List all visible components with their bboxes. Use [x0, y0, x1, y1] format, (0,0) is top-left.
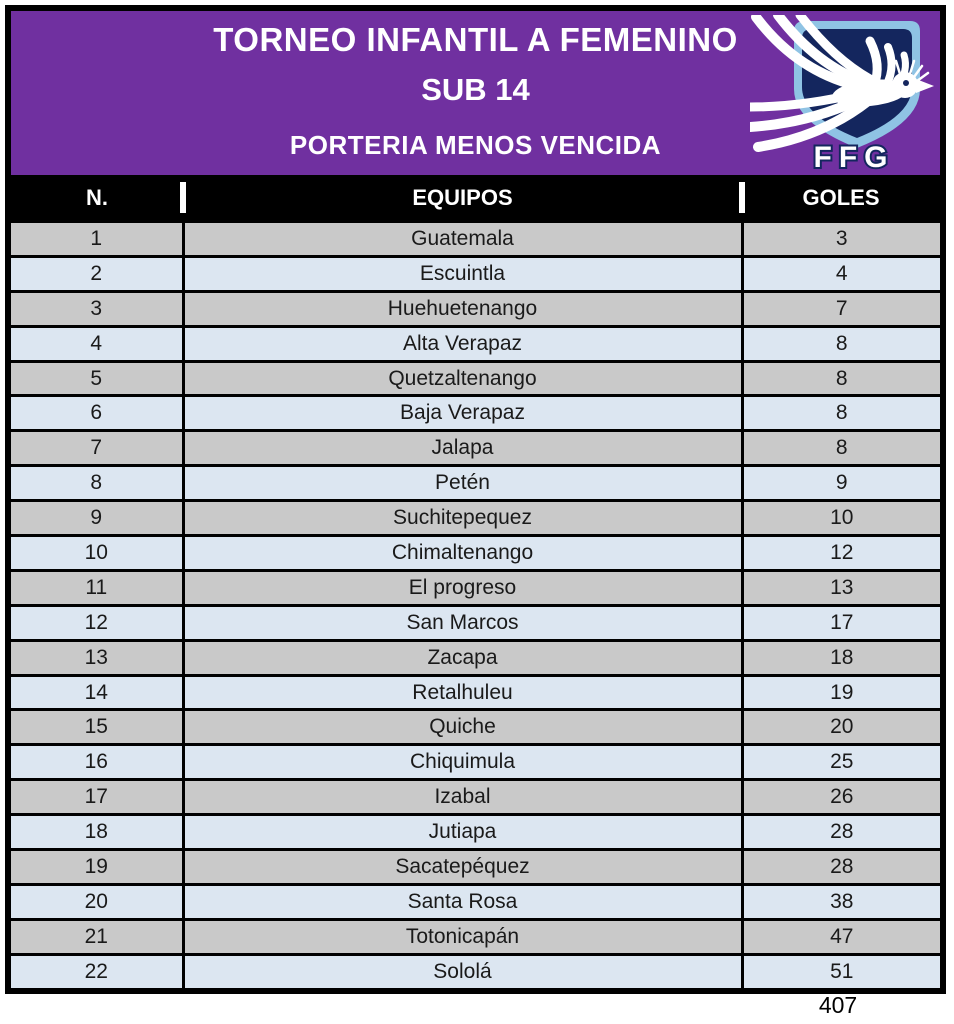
rank-cell: 4	[11, 326, 183, 361]
table-row	[11, 431, 940, 466]
team-cell: Santa Rosa	[183, 884, 742, 919]
rank-cell: 8	[11, 466, 183, 501]
team-cell: Suchitepequez	[183, 501, 742, 536]
rank-cell: 12	[11, 605, 183, 640]
table-row	[11, 884, 940, 919]
goals-cell: 3	[742, 222, 940, 257]
goals-cell: 28	[742, 815, 940, 850]
rank-cell: 11	[11, 570, 183, 605]
goals-cell: 47	[742, 919, 940, 954]
table-row	[11, 466, 940, 501]
team-cell: Sacatepéquez	[183, 850, 742, 885]
table-row	[11, 291, 940, 326]
table-row	[11, 501, 940, 536]
section-title: PORTERIA MENOS VENCIDA	[289, 130, 662, 160]
rank-cell: 21	[11, 919, 183, 954]
table-row	[11, 919, 940, 954]
table-row	[11, 675, 940, 710]
table-row	[11, 954, 940, 987]
team-cell: Jutiapa	[183, 815, 742, 850]
team-cell: Totonicapán	[183, 919, 742, 954]
goals-cell: 9	[742, 466, 940, 501]
team-cell: Alta Verapaz	[183, 326, 742, 361]
rank-cell: 6	[11, 396, 183, 431]
team-cell: Quetzaltenango	[183, 361, 742, 396]
table-header-row	[11, 175, 940, 222]
rank-cell: 16	[11, 745, 183, 780]
rank-cell: 9	[11, 501, 183, 536]
rank-cell: 18	[11, 815, 183, 850]
rank-cell: 14	[11, 675, 183, 710]
rank-cell: 10	[11, 536, 183, 571]
team-cell: Izabal	[183, 780, 742, 815]
rank-cell: 19	[11, 850, 183, 885]
team-cell: Guatemala	[183, 222, 742, 257]
goals-cell: 13	[742, 570, 940, 605]
team-cell: Quiche	[183, 710, 742, 745]
rank-cell: 13	[11, 640, 183, 675]
goals-cell: 26	[742, 780, 940, 815]
column-header-teams: EQUIPOS	[183, 175, 742, 222]
team-cell: Jalapa	[183, 431, 742, 466]
table-row	[11, 640, 940, 675]
rank-cell: 7	[11, 431, 183, 466]
rank-cell: 15	[11, 710, 183, 745]
goals-cell: 8	[742, 361, 940, 396]
goals-cell: 51	[742, 954, 940, 987]
column-header-rank: N.	[11, 175, 183, 222]
rank-cell: 2	[11, 256, 183, 291]
standings-tbody	[11, 222, 940, 988]
table-row	[11, 850, 940, 885]
rank-cell: 20	[11, 884, 183, 919]
table-row	[11, 605, 940, 640]
team-cell: El progreso	[183, 570, 742, 605]
goals-cell: 7	[742, 291, 940, 326]
rank-cell: 1	[11, 222, 183, 257]
table-row	[11, 326, 940, 361]
standings-table	[11, 175, 940, 988]
team-cell: Retalhuleu	[183, 675, 742, 710]
goals-cell: 25	[742, 745, 940, 780]
rank-cell: 3	[11, 291, 183, 326]
table-row	[11, 745, 940, 780]
tournament-header	[11, 11, 940, 175]
standings-board	[5, 5, 946, 994]
rank-cell: 17	[11, 780, 183, 815]
goals-cell: 12	[742, 536, 940, 571]
total-goals-row	[738, 992, 938, 1019]
goals-cell: 19	[742, 675, 940, 710]
team-cell: Escuintla	[183, 256, 742, 291]
goals-cell: 10	[742, 501, 940, 536]
table-row	[11, 256, 940, 291]
team-cell: Petén	[183, 466, 742, 501]
goals-cell: 20	[742, 710, 940, 745]
table-row	[11, 710, 940, 745]
team-cell: Huehuetenango	[183, 291, 742, 326]
goals-cell: 38	[742, 884, 940, 919]
table-row	[11, 361, 940, 396]
goals-cell: 8	[742, 326, 940, 361]
goals-cell: 8	[742, 431, 940, 466]
table-row	[11, 815, 940, 850]
table-row	[11, 570, 940, 605]
tournament-title: TORNEO INFANTIL A FEMENINO	[213, 21, 738, 58]
goals-cell: 28	[742, 850, 940, 885]
team-cell: Sololá	[183, 954, 742, 987]
goals-cell: 8	[742, 396, 940, 431]
team-cell: Baja Verapaz	[183, 396, 742, 431]
table-row	[11, 780, 940, 815]
category-title: SUB 14	[421, 72, 530, 107]
goals-cell: 17	[742, 605, 940, 640]
column-header-goals: GOLES	[742, 175, 940, 222]
goals-cell: 18	[742, 640, 940, 675]
total-goals-value: 407	[818, 992, 858, 1018]
team-cell: Chiquimula	[183, 745, 742, 780]
ffg-logo	[750, 15, 938, 171]
rank-cell: 22	[11, 954, 183, 987]
table-row	[11, 536, 940, 571]
team-cell: Chimaltenango	[183, 536, 742, 571]
goals-cell: 4	[742, 256, 940, 291]
ffg-logo-text: FFG	[813, 141, 895, 171]
rank-cell: 5	[11, 361, 183, 396]
team-cell: San Marcos	[183, 605, 742, 640]
table-row	[11, 222, 940, 257]
team-cell: Zacapa	[183, 640, 742, 675]
table-row	[11, 396, 940, 431]
